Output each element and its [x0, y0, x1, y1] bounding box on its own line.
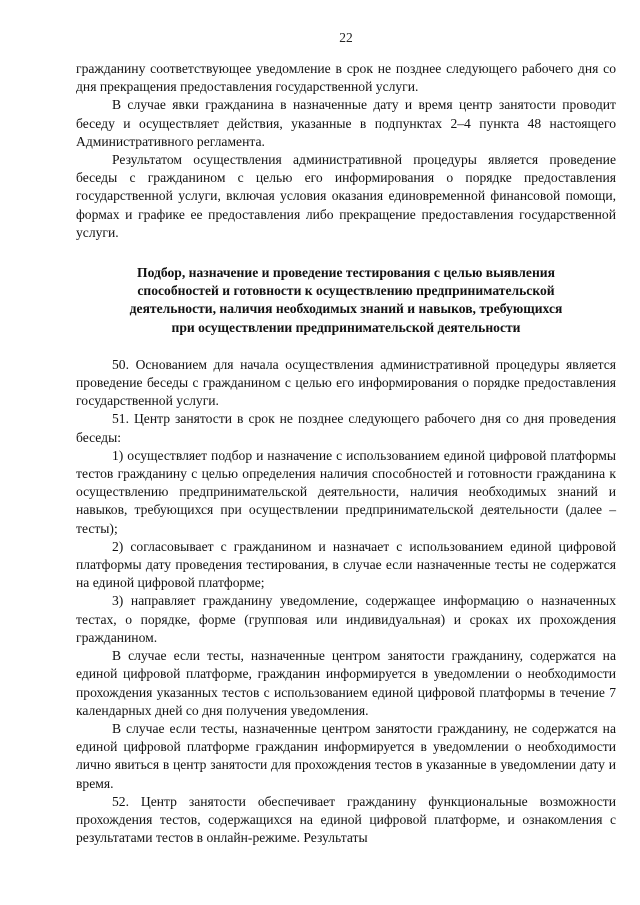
paragraph-item-50: 50. Основанием для начала осуществления административной процедуры является проведение беседы с гражданином с целью его информирования о порядке предоставления государственной услуги. — [76, 356, 616, 409]
heading-line: при осуществлении предпринимательской деятельности — [171, 319, 521, 335]
heading-line: способностей и готовности к осуществлению предпринимательской — [137, 283, 555, 299]
paragraph-subitem-2: 2) согласовывает с гражданином и назначает с использованием единой цифровой платформы дату проведения тестирования, в случае если назначенные тесты не содержатся на единой цифровой платформе; — [76, 538, 616, 591]
paragraph-subitem-1: 1) осуществляет подбор и назначение с использованием единой цифровой платформы тестов гражданину с целью определения наличия способностей и готовности гражданина к осуществлению предпринимательской деятельности, наличия необходимых знаний и навыков, требующихся при осуществлении предпринимательской деятельности (далее – тесты); — [76, 447, 616, 536]
heading-line: Подбор, назначение и проведение тестирования с целью выявления — [137, 265, 555, 281]
heading-line: деятельности, наличия необходимых знаний и навыков, требующихся — [129, 301, 563, 317]
paragraph-continuation: гражданину соответствующее уведомление в срок не позднее следующего рабочего дня со дня прекращения предоставления государственной услуги. — [76, 61, 616, 95]
paragraph-result: Результатом осуществления административной процедуры является проведение беседы с гражданином с целью его информирования о порядке предоставления государственной услуги, включая условия оказания единовременной финансовой помощи, формах и графике ее предоставления либо прекращение предоставления государственной услуги. — [76, 152, 616, 240]
paragraph-item-52: 52. Центр занятости обеспечивает гражданину функциональные возможности прохождения тестов, содержащихся на единой цифровой платформе, и ознакомления с результатами тестов в онлайн-режиме. Результаты — [76, 793, 616, 846]
page-number: 22 — [339, 30, 353, 45]
paragraph-appearance: В случае явки гражданина в назначенные дату и время центр занятости проводит беседу и осуществляет действия, указанные в подпунктах 2–4 пункта 48 настоящего Административного регламента. — [76, 97, 616, 149]
paragraph-tests-on-platform: В случае если тесты, назначенные центром занятости гражданину, содержатся на единой цифровой платформе, гражданин информируется в уведомлении о необходимости прохождения указанных тестов с использованием единой цифровой платформы в течение 7 календарных дней со дня получения уведомления. — [76, 648, 616, 718]
paragraph-item-51: 51. Центр занятости в срок не позднее следующего рабочего дня со дня проведения беседы: — [76, 411, 616, 445]
paragraph-tests-not-on-platform: В случае если тесты, назначенные центром занятости гражданину, не содержатся на единой цифровой платформе гражданин информируется в уведомлении о необходимости лично явиться в центр занятости для прохождения тестов в указанные в уведомлении дату и время. — [76, 720, 616, 791]
section-heading — [76, 264, 616, 337]
document-page — [76, 30, 616, 847]
paragraph-subitem-3: 3) направляет гражданину уведомление, содержащее информацию о назначенных тестах, о порядке, форме (групповая или индивидуальная) и сроках их прохождения гражданином. — [76, 593, 616, 645]
